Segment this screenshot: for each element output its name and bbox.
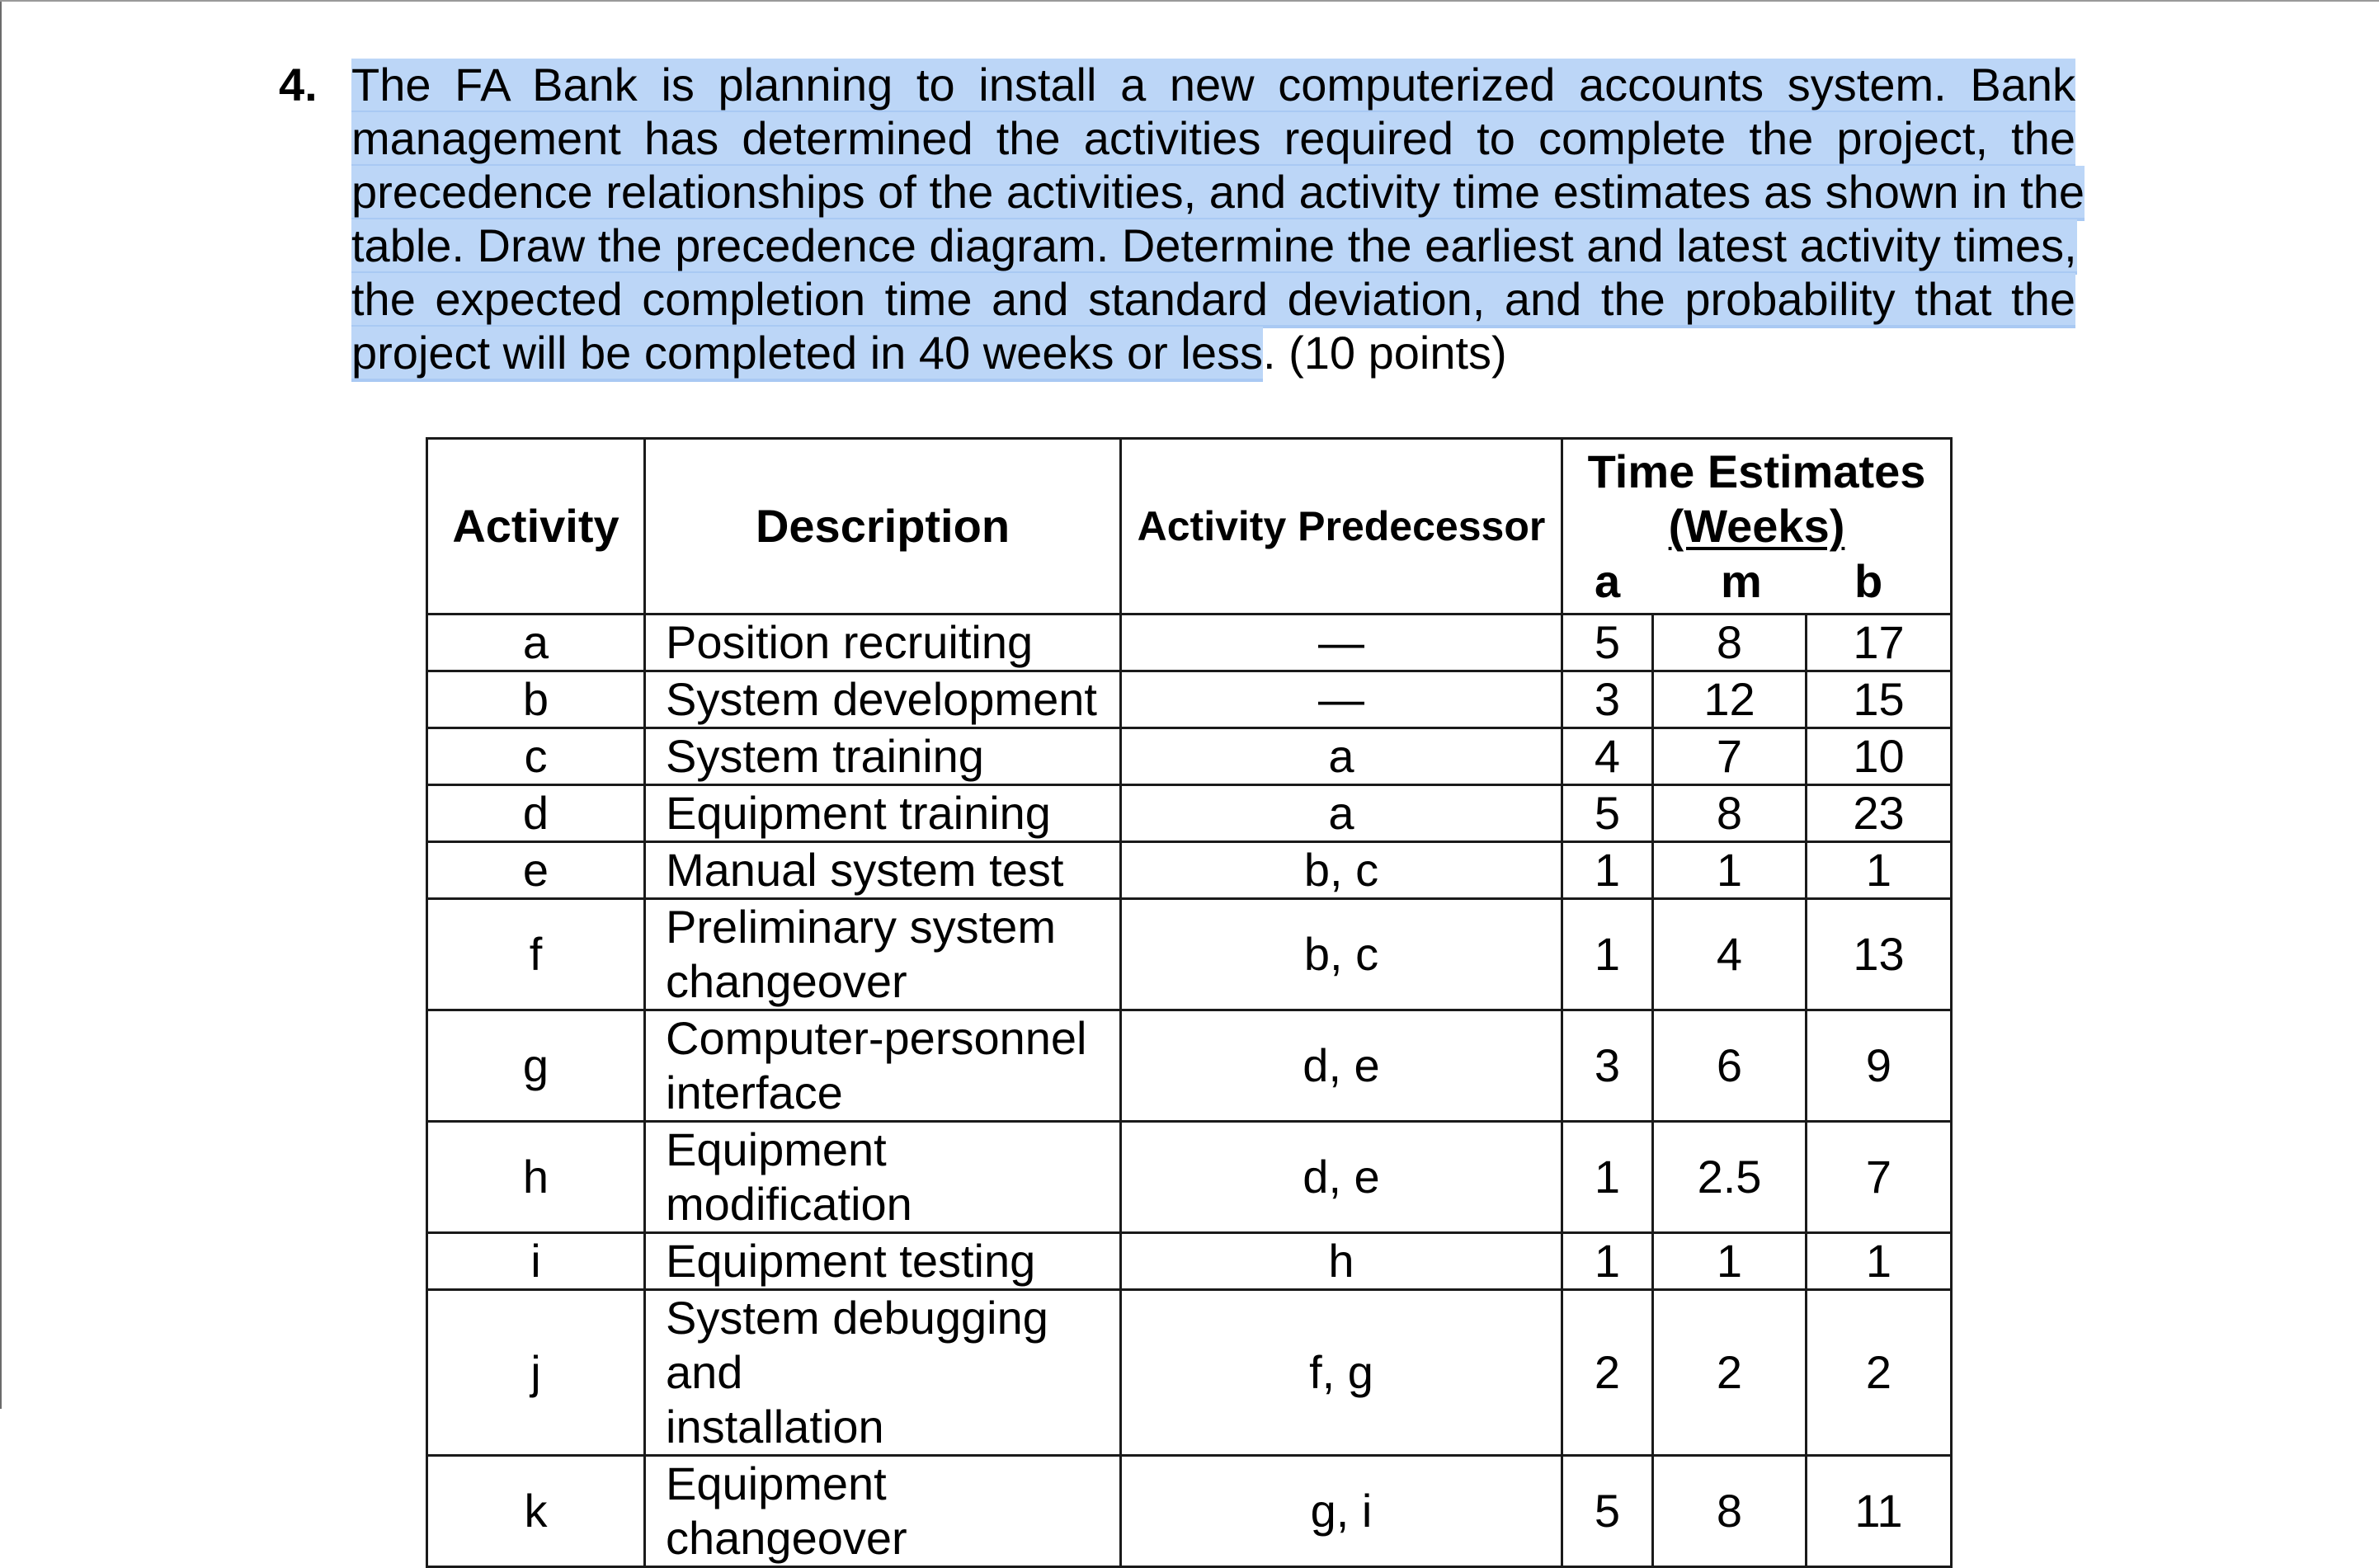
estimate-m-cell: 7 [1653,728,1807,785]
estimate-m-cell: 4 [1653,899,1807,1010]
estimate-b-cell: 15 [1807,671,1952,728]
estimate-b-cell: 1 [1807,842,1952,899]
description-line: installation [666,1401,884,1453]
predecessor-cell: b, c [1121,899,1562,1010]
description-cell [645,1010,1121,1122]
estimate-m-cell: 6 [1653,1010,1807,1122]
estimate-a-cell: 3 [1562,671,1653,728]
estimate-m-cell: 2.5 [1653,1122,1807,1233]
description-line: Computer-personnel [666,1012,1087,1064]
description-line: Manual system test [666,844,1064,896]
activity-cell: h [427,1122,645,1233]
description-line: Equipment modification [666,1123,912,1230]
table-row [427,1122,1952,1233]
description-cell [645,614,1121,671]
header-predecessor: Activity Predecessor [1121,439,1562,614]
activity-cell: i [427,1233,645,1290]
estimate-m-cell: 1 [1653,1233,1807,1290]
description-cell [645,899,1121,1010]
estimate-a-cell: 3 [1562,1010,1653,1122]
estimate-b-cell: 10 [1807,728,1952,785]
estimate-a-cell: 1 [1562,899,1653,1010]
activity-cell: e [427,842,645,899]
highlighted-text[interactable]: management has determined the activities required to complete the project, the [351,112,2075,164]
highlighted-text[interactable]: the expected completion time and standard deviation, and the probability that the [351,273,2075,325]
header-a: a [1595,555,1621,607]
description-line: interface [666,1067,843,1118]
estimate-b-cell: 13 [1807,899,1952,1010]
predecessor-cell: d, e [1121,1010,1562,1122]
predecessor-cell: — [1121,614,1562,671]
estimate-b-cell: 23 [1807,785,1952,842]
question-line [351,165,2085,219]
activity-cell: f [427,899,645,1010]
table-row [427,1290,1952,1456]
description-cell [645,728,1121,785]
estimate-a-cell: 5 [1562,614,1653,671]
estimate-b-cell: 11 [1807,1456,1952,1567]
description-cell [645,842,1121,899]
header-m: m [1721,555,1762,607]
description-line: Position recruiting [666,616,1034,668]
description-line: System development [666,673,1097,725]
weeks-label: (Weeks) [1668,500,1845,552]
table-row [427,1233,1952,1290]
table-row [427,899,1952,1010]
estimate-a-cell: 2 [1562,1290,1653,1456]
description-cell [645,1233,1121,1290]
question-line [351,111,2075,165]
question-line [351,326,2075,379]
predecessor-cell: — [1121,671,1562,728]
predecessor-cell: a [1121,728,1562,785]
predecessor-cell: f, g [1121,1290,1562,1456]
estimate-m-cell: 8 [1653,614,1807,671]
activity-cell: a [427,614,645,671]
description-cell [645,1456,1121,1567]
question-line [351,58,2075,111]
estimate-m-cell: 1 [1653,842,1807,899]
predecessor-cell: b, c [1121,842,1562,899]
description-line: System debugging and [666,1292,1048,1398]
page-edge [0,0,2,1409]
description-line: changeover [666,955,907,1007]
estimate-subheaders [1563,555,1950,608]
estimate-a-cell: 1 [1562,1233,1653,1290]
table-row [427,1456,1952,1567]
table-row [427,614,1952,671]
header-description: Description [645,439,1121,614]
table-row [427,728,1952,785]
predecessor-cell: h [1121,1233,1562,1290]
activity-cell: g [427,1010,645,1122]
time-estimates-label: Time Estimates [1587,445,1926,497]
estimate-b-cell: 7 [1807,1122,1952,1233]
question-text [351,58,2085,379]
estimate-b-cell: 17 [1807,614,1952,671]
table-header-row [427,439,1952,614]
question-line [351,272,2075,326]
time-estimates-title [1563,445,1950,553]
description-line: Preliminary system [666,901,1056,953]
question-line [351,219,2075,272]
points-text: . (10 points) [1262,327,1507,379]
highlighted-text[interactable]: project will be completed in 40 weeks or less [351,327,1263,379]
estimate-a-cell: 4 [1562,728,1653,785]
activity-table [426,437,1953,1568]
highlighted-text[interactable]: precedence relationships of the activities, and activity time estimates as shown in the [351,166,2085,218]
activity-cell: j [427,1290,645,1456]
estimate-a-cell: 5 [1562,1456,1653,1567]
table-row [427,785,1952,842]
estimate-m-cell: 12 [1653,671,1807,728]
description-cell [645,1290,1121,1456]
estimate-a-cell: 1 [1562,842,1653,899]
activity-cell: d [427,785,645,842]
estimate-b-cell: 2 [1807,1290,1952,1456]
header-activity: Activity [427,439,645,614]
estimate-m-cell: 2 [1653,1290,1807,1456]
header-time-estimates [1562,439,1952,614]
activity-cell: c [427,728,645,785]
table-row [427,671,1952,728]
description-line: Equipment training [666,787,1051,839]
estimate-b-cell: 1 [1807,1233,1952,1290]
description-cell [645,1122,1121,1233]
description-line: Equipment testing [666,1235,1036,1287]
description-cell [645,785,1121,842]
predecessor-cell: g, i [1121,1456,1562,1567]
estimate-a-cell: 1 [1562,1122,1653,1233]
estimate-b-cell: 9 [1807,1010,1952,1122]
activity-cell: b [427,671,645,728]
estimate-m-cell: 8 [1653,1456,1807,1567]
description-line: Equipment changeover [666,1457,907,1564]
predecessor-cell: d, e [1121,1122,1562,1233]
estimate-a-cell: 5 [1562,785,1653,842]
description-cell [645,671,1121,728]
header-b: b [1854,555,1883,607]
question-number: 4. [279,59,318,111]
table-row [427,842,1952,899]
description-line: System training [666,730,984,782]
estimate-m-cell: 8 [1653,785,1807,842]
table-body [427,614,1952,1567]
highlighted-text[interactable]: The FA Bank is planning to install a new computerized accounts system. Bank [351,59,2075,111]
predecessor-cell: a [1121,785,1562,842]
table-row [427,1010,1952,1122]
highlighted-text[interactable]: table. Draw the precedence diagram. Determine the earliest and latest activity times, [351,219,2077,271]
page-edge-top [0,0,2379,2]
activity-cell: k [427,1456,645,1567]
